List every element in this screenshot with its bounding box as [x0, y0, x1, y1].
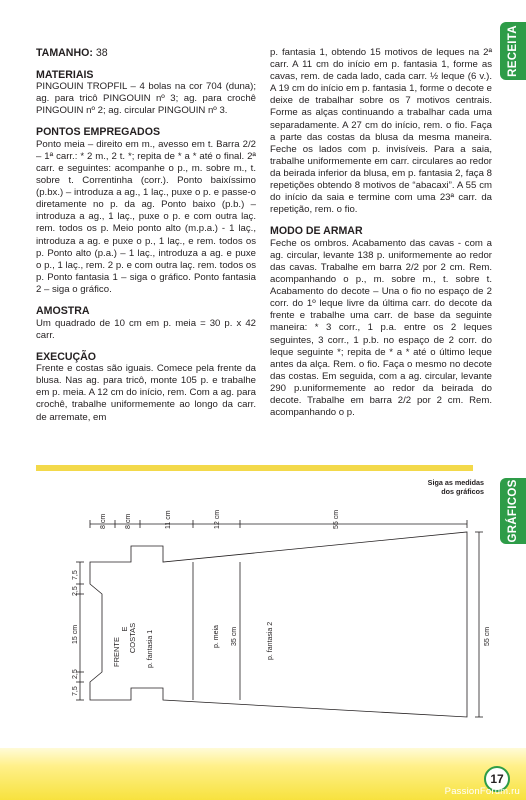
top-dim-5: 55 cm — [333, 509, 340, 529]
garment-outline — [90, 532, 467, 717]
left-dim-5: 7,5 — [72, 686, 79, 696]
section-label-fantasia-2: p. fantasia 2 — [267, 621, 274, 660]
left-dim-3: 15 cm — [72, 624, 79, 644]
stitches-text: Ponto meia – direito em m., avesso em t. Barra 2/2 – 1ª carr.: * 2 m., 2 t. *; repita de * a * até o final. 2ª carr. e seguintes: acompanhe o p., m. sobre m., t. sobre t. Correntinha (corr.). Ponto baixíssimo (p.bx.) – introduza a ag., 1 laç., puxe o p. e passe-o diretamente no p. da ag. Ponto baixo (p.b.) – introduza a ag., 1 laç., puxe o p. e com outra laç. rem. todos os p. Meio ponto alto (m.p.a.) - 1 laç., introduza a ag. e puxe o p., 1 laç., e rem. todos os p. Ponto alto (p.a.) – 1 laç., introduza a ag. e puxe o p., 1 laç., rem. 2 p. e com outra laç. rem. todos os p. Ponto fantasia 1 – siga o gráfico. Ponto fantasia 2 – siga o gráfico. — [36, 138, 256, 295]
page-number: 17 — [484, 766, 510, 792]
sample-title: AMOSTRA — [36, 305, 90, 317]
panel-label-2: E — [120, 626, 129, 632]
chart-note: Siga as medidas dos gráficos — [427, 478, 484, 496]
left-column — [36, 47, 256, 424]
graficos-tab-label: GRÁFICOS — [507, 479, 519, 543]
right-column — [270, 47, 492, 419]
materials-text: PINGOUIN TROPFIL – 4 bolas na cor 704 (duna); ag. para tricô PINGOUIN nº 3; ag. para crochê PINGOUIN nº 2; ag. circular PINGOUIN nº 3. — [36, 81, 256, 117]
section-label-fantasia-1: p. fantasia 1 — [147, 629, 154, 668]
size-label: TAMANHO: — [36, 47, 93, 59]
top-dim-4: 12 cm — [214, 509, 221, 529]
size-value: 38 — [92, 47, 108, 59]
panel-label-1: FRENTE — [112, 637, 121, 667]
watermark: PassionForum.ru — [444, 786, 520, 797]
left-dim-1: 7,5 — [72, 570, 79, 580]
left-dim-2: 2,5 — [72, 586, 79, 596]
stitches-title: PONTOS EMPREGADOS — [36, 126, 161, 139]
continuation-text: p. fantasia 1, obtendo 15 motivos de leques na 2ª carr. A 11 cm do início em p. fantasia 1, forme as cavas, rem. de cada lado, cada carr. ½ leque (6 v.). A 19 cm do início em p. fantasia 1, forme o decote e deixe de trabalhar sobre os 7 motivos centrais. Forme as alças continuando a trabalhar cada uma separadamente. A 27 cm do início, rem. o fio. Faça a parte das costas da blusa da mesma maneira. Feche os lados com p. invisíveis. Para a saia, trabalhe uniformemente em carr. circulares ao redor da beirada inferior da blusa, em p. fantasia 2, faça 8 repetições obtendo 8 motivos de “abacaxi”. A 55 cm do início da saia e termine com uma 23ª carr. da repetição, rem. o fio. — [270, 47, 492, 216]
assembly-text: Feche os ombros. Acabamento das cavas - com a ag. circular, levante 138 p. uniformemente ao redor das cavas. Trabalhe em barra 2/2 por 2 cm. Rem. acompanhando o p., m. sobre m., t. sobre t. Acabamento do decote – Una o fio no espaço de 2 corr. do 1º leque livre da última carr. do decote da frente e trabalhe uma carr. de base da seguinte maneira: * 3 corr., 1 p.a. entre os 2 leques seguintes, 3 corr., 1 p.b. no espaço de 2 corr. do leque seguinte *; repita de * a * até o último leque antes da alça. Rem. o fio. Faça o mesmo no decote das costas. Em seguida, com a ag. circular, levante 290 p.uniformemente ao redor da beirada do decote. Trabalhe em barra 2/2 por 2 cm. Rem. acompanhando o p. — [270, 237, 492, 419]
receita-tab-label: RECEITA — [507, 25, 519, 77]
receita-tab — [500, 22, 526, 80]
section-label-35cm: 35 cm — [231, 626, 238, 646]
schematic-diagram — [0, 500, 526, 740]
sample-text: Um quadrado de 10 cm em p. meia = 30 p. x 42 carr. — [36, 317, 256, 341]
right-dim-label: 55 cm — [484, 626, 491, 646]
top-dim-3: 11 cm — [165, 510, 172, 529]
size-heading — [36, 47, 256, 60]
execution-title: EXECUÇÃO — [36, 350, 97, 363]
top-dim-1: 8 cm — [100, 513, 107, 529]
assembly-title: MODO DE ARMAR — [270, 225, 363, 238]
left-dim-4: 2,5 — [72, 669, 79, 679]
section-divider — [36, 465, 473, 471]
materials-title: MATERIAIS — [36, 68, 94, 81]
execution-text: Frente e costas são iguais. Comece pela frente da blusa. Nas ag. para tricô, monte 105 p. e trabalhe em p. meia. A 12 cm do início, rem. Com a ag. para crochê, trabalhe uniformemente ao longo da carr. de arremate, em — [36, 363, 256, 423]
panel-label-3: COSTAS — [128, 622, 137, 654]
top-dim-2: 8 cm — [125, 513, 132, 529]
section-label-meia: p. meia — [213, 625, 220, 648]
